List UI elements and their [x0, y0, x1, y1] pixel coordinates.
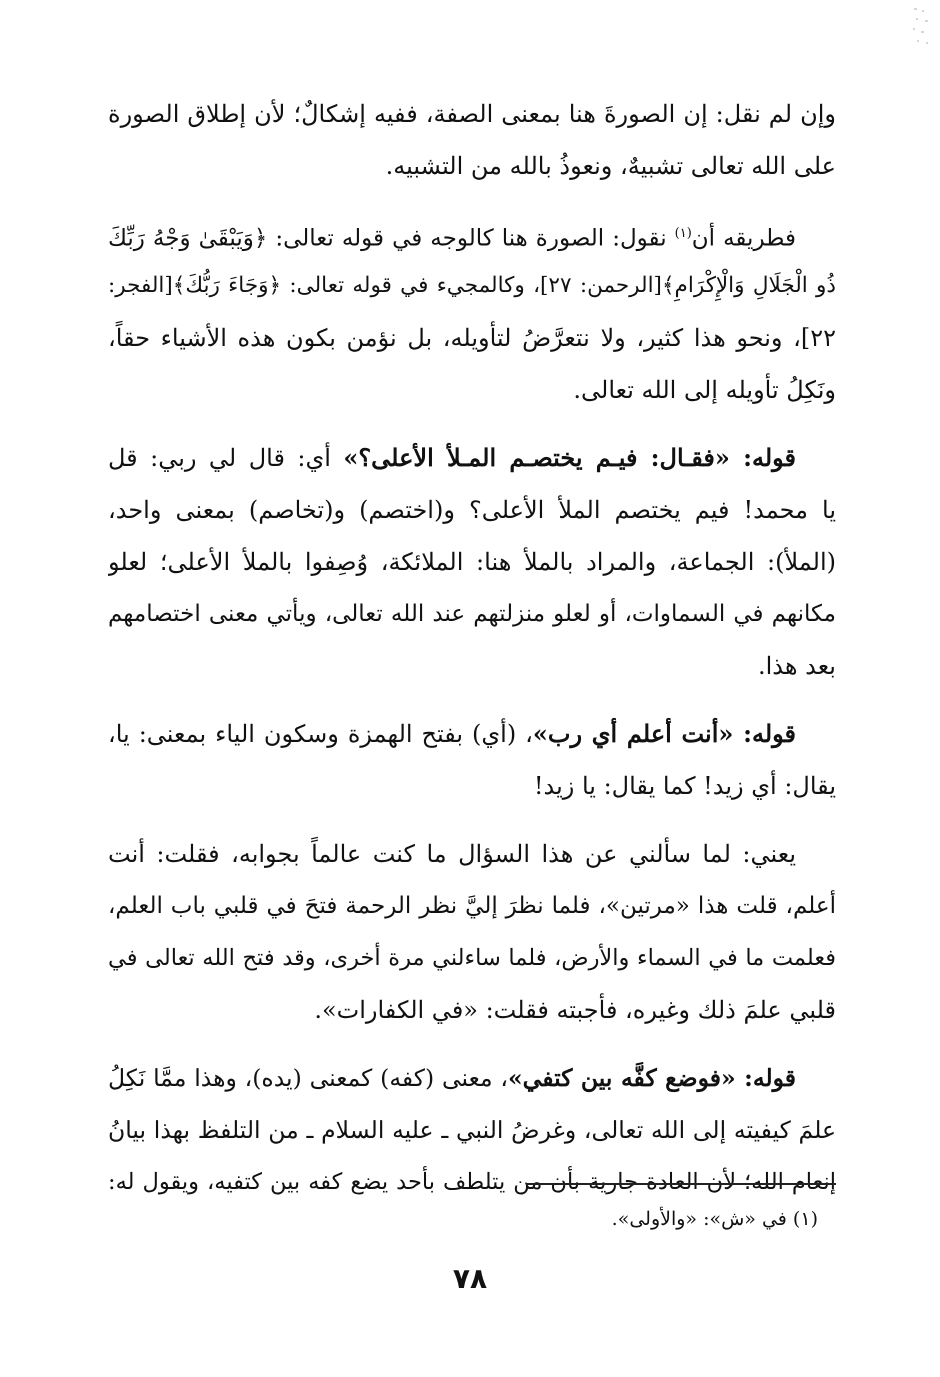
- text-line-part: فطريقه أن: [691, 225, 796, 252]
- text-line-part: ، (أي) بفتح الهمزة وسكون الياء بمعنى: يا،: [108, 720, 533, 748]
- paragraph-2: [108, 208, 836, 416]
- text-line: على الله تعالى تشبيهٌ، ونعوذُ بالله من التشبيه.: [385, 152, 836, 180]
- text-line: إنعام الله؛ لأن العادة جارية بأن من يتلطف بأحد يضع كفه بين كتفيه، ويقول له:: [108, 1169, 836, 1195]
- text-line: [108, 708, 836, 760]
- text-line: يا محمد! فيم يختصم الملأ الأعلى؟ و(اختصم) و(تخاصم) بمعنى واحد،: [108, 496, 836, 524]
- text-line: علمَ كيفيته إلى الله تعالى، وغرضُ النبي ـ عليه السلام ـ من التلفظ بهذا بيانُ: [108, 1116, 836, 1144]
- footnote: (١) في «ش»: «والأولى».: [611, 1208, 818, 1230]
- footnote-reference[interactable]: (١): [674, 226, 692, 241]
- paragraph-5: [108, 828, 836, 1036]
- bold-lemma: قوله: «أنت أعلم أي رب»: [532, 719, 796, 748]
- text-line: فعلمت ما في السماء والأرض، فلما ساءلني مرة أخرى، وقد فتح الله تعالى في: [108, 945, 836, 971]
- text-line: (الملأ): الجماعة، والمراد بالملأ هنا: الملائكة، وُصِفوا بالملأ الأعلى؛ لعلو: [108, 548, 836, 576]
- bold-lemma: قوله: «فقـال: فيـم يختصـم المـلأ الأعلى؟»: [343, 443, 796, 472]
- text-line: ذُو الْجَلَالِ وَالْإِكْرَامِ﴾[الرحمن: ٢٧]، وكالمجيء في قوله تعالى: ﴿وَجَاءَ رَبُّكَ﴾[الفجر:: [108, 273, 836, 298]
- text-line: يعني: لما سألني عن هذا السؤال ما كنت عالماً بجوابه، فقلت: أنت: [108, 840, 796, 868]
- text-line: [108, 432, 836, 484]
- paragraph-3: [108, 432, 836, 692]
- text-line: [108, 1052, 836, 1104]
- text-line-part: ، معنى (كفه) كمعنى (يده)، وهذا ممَّا نَكِلُ: [108, 1064, 508, 1092]
- text-line: مكانهم في السماوات، أو لعلو منزلتهم عند الله تعالى، ويأتي معنى اختصامهم: [108, 601, 836, 627]
- text-line: بعد هذا.: [757, 652, 836, 680]
- text-line: وإن لم نقل: إن الصورةَ هنا بمعنى الصفة، ففيه إشكالٌ؛ لأن إطلاق الصورة: [108, 100, 836, 128]
- page-body: [108, 88, 836, 1224]
- paragraph-1: [108, 88, 836, 192]
- text-line: يقال: أي زيد! كما يقال: يا زيد!: [533, 772, 836, 800]
- scan-corner-marks: [910, 4, 932, 56]
- page-number: ٧٨: [452, 1262, 488, 1295]
- text-line: [108, 208, 836, 260]
- text-line: ونَكِلُ تأويله إلى الله تعالى.: [573, 376, 836, 404]
- text-line-part: أي: قال لي ربي: قل: [108, 444, 344, 472]
- bold-lemma: قوله: «فوضع كفَّه بين كتفي»: [507, 1064, 796, 1092]
- text-line: قلبي علمَ ذلك وغيره، فأجبته فقلت: «في الكفارات».: [314, 996, 836, 1024]
- text-line-part: نقول: الصورة هنا كالوجه في قوله تعالى: ﴿وَيَبْقَىٰ وَجْهُ رَبِّكَ: [108, 225, 675, 252]
- text-line: ٢٢]، ونحو هذا كثير، ولا نتعرَّضُ لتأويله، بل نؤمن بكون هذه الأشياء حقاً،: [108, 324, 836, 352]
- paragraph-4: [108, 708, 836, 812]
- text-line: أعلم، قلت هذا «مرتين»، فلما نظرَ إليَّ نظر الرحمة فتحَ في قلبي باب العلم،: [108, 893, 836, 919]
- footnote-separator: [526, 1183, 836, 1185]
